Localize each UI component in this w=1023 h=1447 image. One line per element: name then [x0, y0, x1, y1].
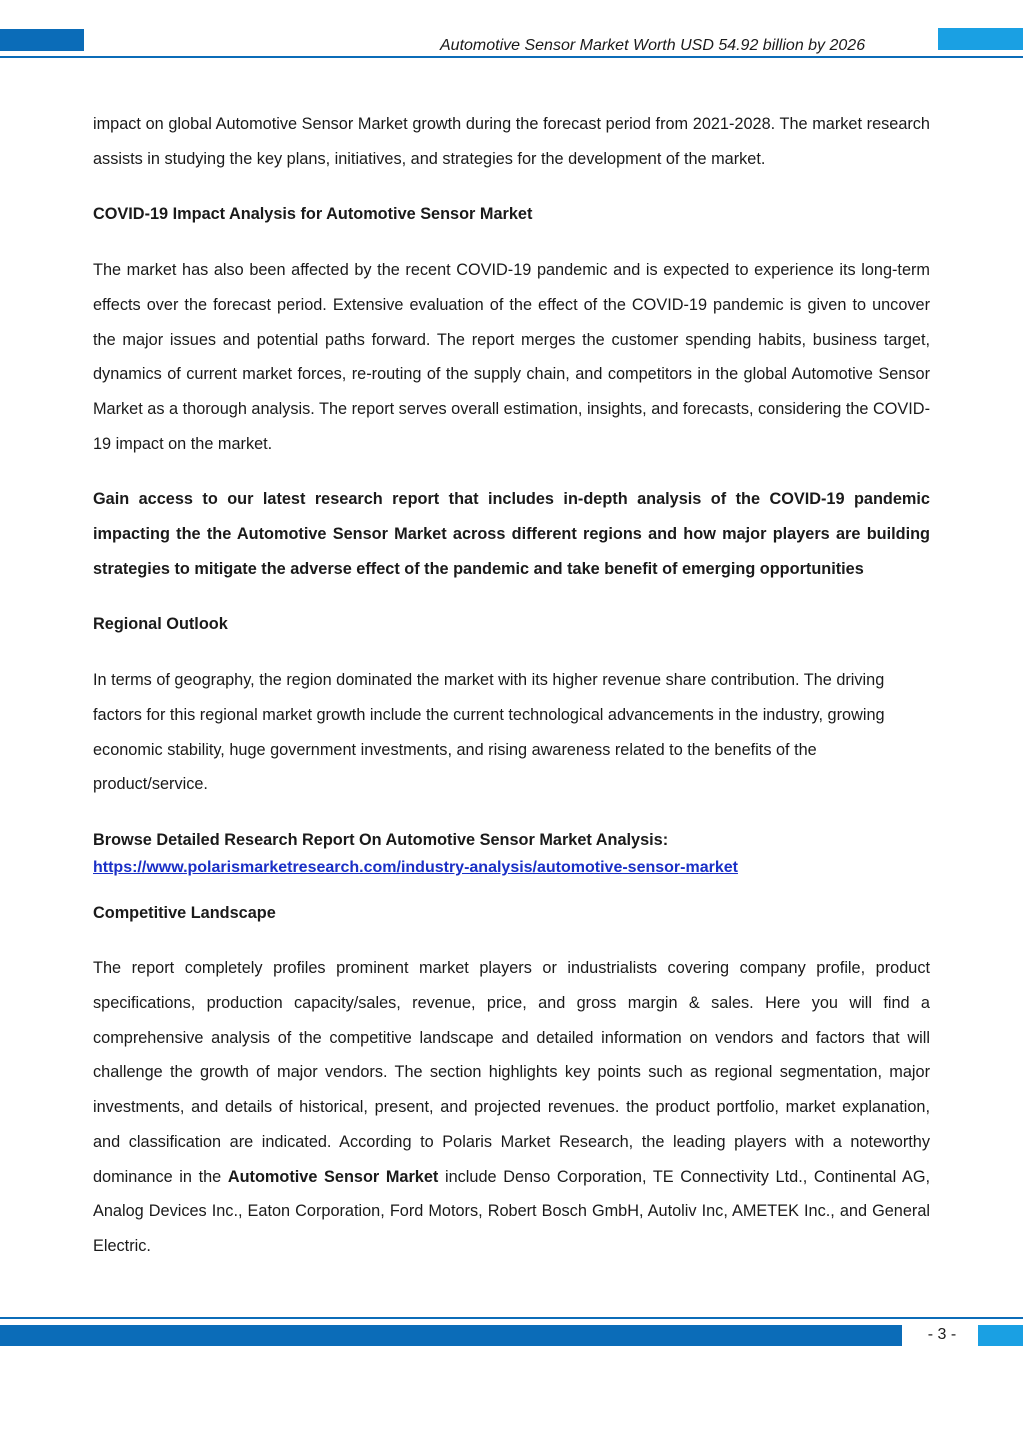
gain-access-paragraph: Gain access to our latest research report that includes in-depth analysis of the COVID-19 pandemic impacting the the Automotive Sensor Market across different regions and how major players are building strategies to mitigate the adverse effect of the pandemic and take benefit of emerging opportunities [93, 490, 930, 578]
covid-paragraph: The market has also been affected by the recent COVID-19 pandemic and is expected to experience its long-term effects over the forecast period. Extensive evaluation of the effect of the COVID-19 pandemic is given to uncover the major issues and potential paths forward. The report merges the customer spending habits, business target, dynamics of current market forces, re-routing of the supply chain, and competitors in the global Automotive Sensor Market as a thorough analysis. The report serves overall estimation, insights, and forecasts, considering the COVID-19 impact on the market. [93, 261, 930, 453]
competitive-bold-term: Automotive Sensor Market [227, 1167, 439, 1186]
browse-block [93, 823, 930, 882]
header-accent-bar-left [0, 29, 84, 51]
regional-paragraph: In terms of geography, the region dominated the market with its higher revenue share contribution. The driving factors for this regional market growth include the current technological advancements in the industry, growing economic stability, huge government investments, and rising awareness related to the benefits of the product/service. [93, 671, 885, 794]
intro-paragraph: impact on global Automotive Sensor Market growth during the forecast period from 2021-2028. The market research assists in studying the key plans, initiatives, and strategies for the development of the market. [93, 115, 930, 168]
header-title: Automotive Sensor Market Worth USD 54.92 billion by 2026 [440, 37, 866, 54]
browse-label: Browse Detailed Research Report On Automotive Sensor Market Analysis: [93, 830, 669, 849]
footer-divider [0, 1317, 1023, 1319]
covid-heading: COVID-19 Impact Analysis for Automotive Sensor Market [93, 205, 533, 224]
competitive-heading: Competitive Landscape [93, 903, 276, 922]
competitive-text-2: include Denso Corporation, TE Connectivity Ltd., Continental AG, Analog Devices Inc., Eaton Corporation, Ford Motors, Robert Bosch GmbH, Autoliv Inc, AMETEK Inc., and General Electric. [93, 1167, 931, 1255]
report-link[interactable]: https://www.polarismarketresearch.com/industry-analysis/automotive-sensor-market [93, 858, 738, 876]
regional-heading: Regional Outlook [93, 615, 228, 634]
footer-accent-bar-left [0, 1325, 902, 1346]
competitive-paragraph [93, 951, 930, 1263]
footer-accent-bar-right [978, 1325, 1023, 1346]
page-number: - 3 - [927, 1326, 957, 1343]
header-accent-bar-right [938, 28, 1023, 50]
page-body [93, 107, 930, 1285]
competitive-text-1: The report completely profiles prominent market players or industrialists covering company profile, product specifications, production capacity/sales, revenue, price, and gross margin & sales. Here you will find a comprehensive analysis of the competitive landscape and detailed information on vendors and factors that will challenge the growth of major vendors. The section highlights key points such as regional segmentation, major investments, and details of historical, present, and projected revenues. the product portfolio, market explanation, and classification are indicated. According to Polaris Market Research, the leading players with a noteworthy dominance in the [93, 959, 930, 1186]
header-divider [0, 56, 1023, 58]
